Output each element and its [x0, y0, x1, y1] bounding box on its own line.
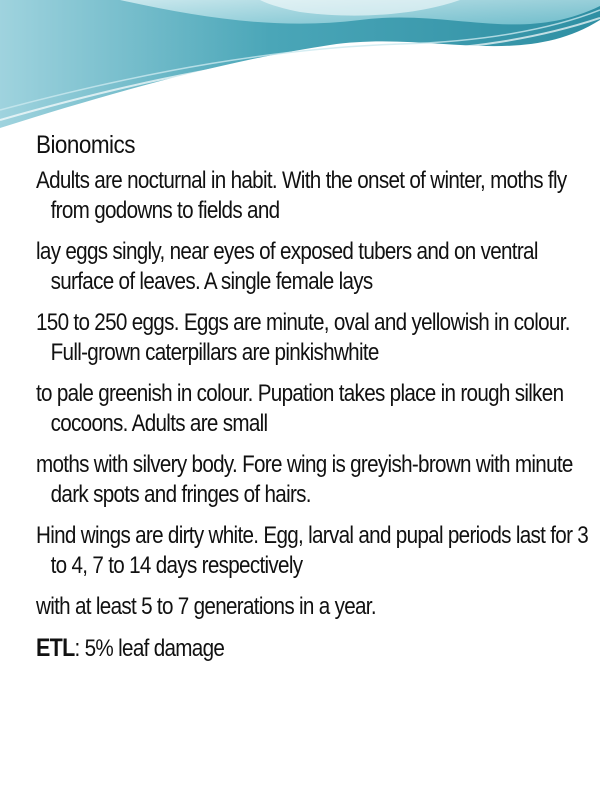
- etl-value: : 5% leaf damage: [74, 635, 225, 662]
- paragraph-1: Adults are nocturnal in habit. With the onset of winter, moths fly from godowns to fields and: [36, 167, 567, 224]
- etl-line: [36, 633, 583, 664]
- etl-label: ETL: [36, 634, 75, 662]
- slide-heading: Bionomics: [36, 131, 135, 159]
- paragraph-2: lay eggs singly, near eyes of exposed tubers and on ventral surface of leaves. A single female lays: [36, 238, 538, 295]
- paragraph-3: 150 to 250 eggs. Eggs are minute, oval and yellowish in colour. Full-grown caterpillars are pinkishwhite: [36, 309, 570, 366]
- paragraph-7: with at least 5 to 7 generations in a year.: [36, 593, 376, 620]
- decorative-wave-header: [0, 0, 600, 130]
- paragraph-4: to pale greenish in colour. Pupation takes place in rough silken cocoons. Adults are small: [36, 380, 564, 437]
- paragraph-6: Hind wings are dirty white. Egg, larval and pupal periods last for 3 to 4, 7 to 14 days respectively: [36, 522, 589, 579]
- slide-content: [36, 128, 589, 664]
- paragraph-5: moths with silvery body. Fore wing is greyish-brown with minute dark spots and fringes of hairs.: [36, 451, 573, 508]
